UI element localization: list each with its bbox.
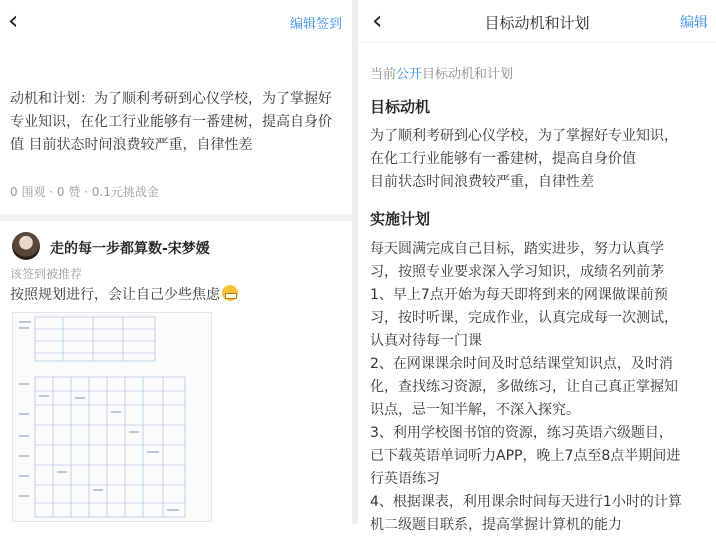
visibility-public-toggle[interactable]: 公开 [396, 67, 423, 82]
back-chevron-icon[interactable]: ‹ [8, 6, 19, 36]
recommend-note: 该签到被推荐 [10, 267, 83, 281]
motivation-text [370, 125, 710, 194]
edit-checkin-link[interactable]: 编辑签到 [289, 17, 342, 32]
motivation-heading: 目标动机 [370, 98, 431, 116]
plan-line: 2、在网课课余时间及时总结课堂知识点，及时消 [370, 356, 673, 372]
post-text: 按照规划进行，会让自己少些焦虑 [10, 287, 220, 303]
edit-link[interactable]: 编辑 [680, 15, 708, 31]
back-chevron-icon[interactable]: ‹ [372, 6, 383, 36]
plan-text [370, 238, 712, 537]
schedule-table-graphic [13, 313, 211, 521]
plan-line: 化，查找练习资源，多做练习，让自己真正掌握知 [370, 379, 678, 395]
plan-line: 认真对待每一门课 [370, 333, 482, 349]
plan-line: 4、根据课表，利用课余时间每天进行1小时的计算 [370, 494, 682, 510]
plan-line: 习，按时听课，完成作业，认真完成每一次测试， [370, 310, 678, 326]
plan-line: 行英语练习 [370, 471, 440, 487]
schedule-table-image[interactable] [12, 312, 212, 522]
plan-line: 识点，忌一知半解，不深入探究。 [370, 402, 580, 418]
checkin-panel [0, 0, 352, 524]
author-name[interactable]: 走的每一步都算数-宋梦媛 [50, 241, 210, 257]
plan-line: 已下载英语单词听力APP，晚上7点至8点半期间进 [370, 448, 681, 464]
plan-line: 机二级题目联系，提高掌握计算机的能力 [370, 517, 622, 533]
visibility-status [370, 63, 513, 82]
header-divider [358, 42, 716, 43]
checkin-stats: 0 围观 · 0 赞 · 0.1元挑战金 [10, 185, 159, 199]
plan-line: 1、早上7点开始为每天即将到来的网课做课前预 [370, 287, 668, 303]
motivation-line: 为了顺利考研到心仪学校，为了掌握好专业知识， [370, 128, 678, 144]
plan-heading: 实施计划 [370, 210, 431, 228]
grinning-face-icon [222, 285, 238, 301]
goal-plan-panel [358, 0, 716, 533]
page-title: 目标动机和计划 [484, 14, 590, 32]
visibility-suffix: 目标动机和计划 [422, 67, 514, 82]
plan-line: 习，按照专业要求深入学习知识，成绩名列前茅 [370, 264, 664, 280]
visibility-prefix: 当前 [370, 67, 397, 82]
plan-line: 3、利用学校图书馆的资源，练习英语六级题目， [370, 425, 673, 441]
motivation-line: 在化工行业能够有一番建树，提高自身价值 [370, 151, 636, 167]
motivation-line: 目前状态时间浪费较严重，自律性差 [370, 174, 594, 190]
avatar[interactable] [12, 232, 40, 260]
post-text-row [10, 284, 340, 307]
checkin-description: 动机和计划：为了顺利考研到心仪学校，为了掌握好专业知识，在化工行业能够有一番建树，提高自身价值 目前状态时间浪费较严重，自律性差 [10, 91, 332, 153]
section-divider [0, 214, 352, 221]
plan-line: 每天圆满完成自己目标，踏实进步，努力认真学 [370, 241, 664, 257]
